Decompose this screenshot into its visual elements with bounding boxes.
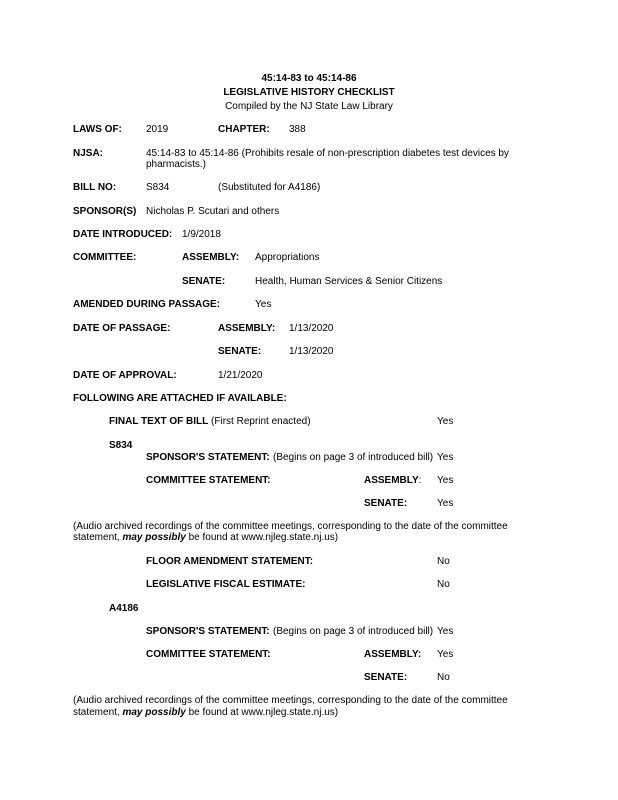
s834-committee-assembly: ASSEMBLY:: [364, 475, 422, 486]
passage-senate-value: 1/13/2020: [289, 346, 334, 357]
a4186-sponsor-statement-value: Yes: [437, 626, 454, 637]
a4186-committee-assembly-value: Yes: [437, 649, 454, 660]
date-introduced-label: DATE INTRODUCED:: [73, 229, 173, 240]
s834-fiscal-estimate-value: No: [437, 579, 450, 590]
date-introduced-value: 1/9/2018: [182, 229, 221, 240]
s834-audio-emphasis: may possibly: [122, 532, 186, 543]
s834-audio-pre: statement,: [73, 532, 123, 543]
compiled-by: Compiled by the NJ State Law Library: [225, 101, 393, 112]
s834-fiscal-estimate-label: LEGISLATIVE FISCAL ESTIMATE:: [146, 579, 306, 590]
a4186-audio-emphasis: may possibly: [122, 707, 186, 718]
s834-committee-senate-label: SENATE:: [364, 498, 408, 509]
s834-committee-assembly-value: Yes: [437, 475, 454, 486]
committee-senate-label: SENATE:: [182, 276, 226, 287]
s834-committee-assembly-label: ASSEMBLY: [364, 475, 419, 486]
laws-of-value: 2019: [146, 124, 169, 135]
date-of-approval-value: 1/21/2020: [218, 370, 263, 381]
final-text-row: [109, 416, 311, 428]
a4186-heading: A4186: [109, 603, 139, 614]
passage-assembly-label: ASSEMBLY:: [218, 323, 276, 334]
sponsor-value: Nicholas P. Scutari and others: [146, 206, 280, 217]
a4186-sponsor-statement-note: (Begins on page 3 of introduced bill): [273, 626, 434, 637]
s834-committee-senate-value: Yes: [437, 498, 454, 509]
following-heading: FOLLOWING ARE ATTACHED IF AVAILABLE:: [73, 393, 287, 404]
committee-label: COMMITTEE:: [73, 252, 137, 263]
njsa-label: NJSA:: [73, 148, 104, 159]
a4186-sponsor-statement-label: SPONSOR'S STATEMENT:: [146, 626, 270, 637]
document-title: 45:14-83 to 45:14-86: [261, 73, 357, 84]
final-text-value: Yes: [437, 416, 454, 427]
date-of-approval-label: DATE OF APPROVAL:: [73, 370, 177, 381]
bill-no-label: BILL NO:: [73, 182, 117, 193]
njsa-value-line2: pharmacists.): [146, 159, 207, 170]
a4186-audio-pre: statement,: [73, 707, 123, 718]
date-of-passage-label: DATE OF PASSAGE:: [73, 323, 171, 334]
s834-committee-statement-label: COMMITTEE STATEMENT:: [146, 475, 271, 486]
passage-assembly-value: 1/13/2020: [289, 323, 334, 334]
s834-sponsor-statement-note: (Begins on page 3 of introduced bill): [273, 452, 434, 463]
a4186-committee-statement-label: COMMITTEE STATEMENT:: [146, 649, 271, 660]
s834-audio-note-line2: [73, 532, 338, 544]
s834-sponsor-statement-value: Yes: [437, 452, 454, 463]
committee-senate-value: Health, Human Services & Senior Citizens: [255, 276, 443, 287]
committee-assembly-label: ASSEMBLY:: [182, 252, 240, 263]
amended-label: AMENDED DURING PASSAGE:: [73, 299, 221, 310]
a4186-audio-note-line2: [73, 707, 338, 719]
final-text-note: (First Reprint enacted): [211, 416, 311, 427]
bill-no-value: S834: [146, 182, 170, 193]
a4186-audio-post: be found at www.njleg.state.nj.us): [185, 707, 339, 718]
final-text-label: FINAL TEXT OF BILL: [109, 416, 209, 427]
s834-sponsor-statement-label: SPONSOR'S STATEMENT:: [146, 452, 270, 463]
s834-audio-note-line1: (Audio archived recordings of the committee meetings, corresponding to the date of the committee: [73, 521, 508, 532]
committee-assembly-value: Appropriations: [255, 252, 320, 263]
s834-floor-amendment-value: No: [437, 556, 450, 567]
bill-no-note: (Substituted for A4186): [218, 182, 321, 193]
a4186-committee-assembly-label: ASSEMBLY:: [364, 649, 422, 660]
sponsor-label: SPONSOR(S): [73, 206, 137, 217]
passage-senate-label: SENATE:: [218, 346, 262, 357]
laws-of-label: LAWS OF:: [73, 124, 122, 135]
chapter-value: 388: [289, 124, 306, 135]
a4186-committee-senate-label: SENATE:: [364, 672, 408, 683]
chapter-label: CHAPTER:: [218, 124, 270, 135]
amended-value: Yes: [255, 299, 272, 310]
s834-heading: S834: [109, 440, 133, 451]
document-subtitle: LEGISLATIVE HISTORY CHECKLIST: [223, 87, 395, 98]
a4186-committee-senate-value: No: [437, 672, 450, 683]
s834-audio-post: be found at www.njleg.state.nj.us): [185, 532, 339, 543]
a4186-audio-note-line1: (Audio archived recordings of the committee meetings, corresponding to the date of the committee: [73, 695, 508, 706]
s834-floor-amendment-label: FLOOR AMENDMENT STATEMENT:: [146, 556, 314, 567]
njsa-value-line1: 45:14-83 to 45:14-86 (Prohibits resale of non-prescription diabetes test devices by: [146, 148, 509, 159]
